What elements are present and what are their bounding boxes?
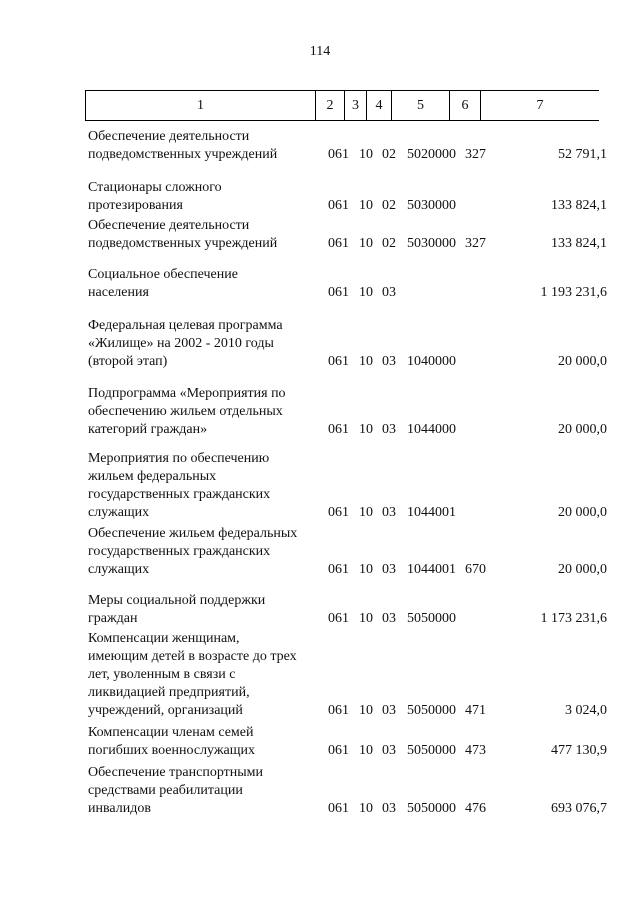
table-row bbox=[0, 179, 640, 215]
row-description-line: Обеспечение жильем федеральных bbox=[88, 526, 298, 541]
row-amount: 477 130,9 bbox=[551, 743, 607, 758]
row-amount: 693 076,7 bbox=[551, 801, 607, 816]
row-code-c3: 10 bbox=[359, 743, 373, 758]
row-description bbox=[88, 217, 328, 253]
row-code-c6: 327 bbox=[465, 147, 486, 162]
column-header-row bbox=[86, 91, 600, 121]
row-description-line: категорий граждан» bbox=[88, 422, 208, 437]
row-code-c6: 670 bbox=[465, 562, 486, 577]
row-code-c4: 03 bbox=[382, 703, 396, 718]
row-description-line: Компенсации женщинам, bbox=[88, 631, 240, 646]
row-description-line: граждан bbox=[88, 611, 138, 626]
row-description-line: «Жилище» на 2002 - 2010 годы bbox=[88, 336, 274, 351]
row-amount: 1 193 231,6 bbox=[540, 285, 607, 300]
row-code-c5: 5050000 bbox=[407, 801, 456, 816]
row-code-c2: 061 bbox=[328, 801, 349, 816]
row-code-c2: 061 bbox=[328, 505, 349, 520]
row-code-c3: 10 bbox=[359, 422, 373, 437]
row-description-line: обеспечению жильем отдельных bbox=[88, 404, 283, 419]
row-code-c2: 061 bbox=[328, 611, 349, 626]
row-code-c2: 061 bbox=[328, 285, 349, 300]
row-description-line: Обеспечение деятельности bbox=[88, 218, 250, 233]
row-description bbox=[88, 525, 328, 579]
row-description bbox=[88, 128, 328, 164]
row-amount: 52 791,1 bbox=[558, 147, 607, 162]
row-description bbox=[88, 266, 328, 302]
row-description-line: служащих bbox=[88, 505, 150, 520]
column-header-2: 2 bbox=[316, 91, 345, 121]
column-header-5: 5 bbox=[392, 91, 450, 121]
column-header-1: 1 bbox=[86, 91, 316, 121]
row-description-line: погибших военнослужащих bbox=[88, 743, 256, 758]
row-code-c4: 03 bbox=[382, 562, 396, 577]
row-code-c2: 061 bbox=[328, 422, 349, 437]
row-code-c2: 061 bbox=[328, 198, 349, 213]
row-code-c6: 471 bbox=[465, 703, 486, 718]
row-code-c5: 5030000 bbox=[407, 198, 456, 213]
row-description-line: лет, уволенным в связи с bbox=[88, 667, 236, 682]
row-description-line: Обеспечение деятельности bbox=[88, 129, 250, 144]
row-code-c5: 5030000 bbox=[407, 236, 456, 251]
row-description bbox=[88, 764, 328, 818]
row-description-line: Стационары сложного bbox=[88, 180, 222, 195]
row-description-line: Мероприятия по обеспечению bbox=[88, 451, 270, 466]
row-code-c5: 5020000 bbox=[407, 147, 456, 162]
table-row bbox=[0, 525, 640, 579]
row-code-c6: 327 bbox=[465, 236, 486, 251]
row-code-c5: 1044001 bbox=[407, 562, 456, 577]
row-amount: 133 824,1 bbox=[551, 198, 607, 213]
row-code-c5: 1044000 bbox=[407, 422, 456, 437]
table-row bbox=[0, 317, 640, 371]
row-description-line: средствами реабилитации bbox=[88, 783, 243, 798]
row-code-c4: 03 bbox=[382, 743, 396, 758]
row-code-c4: 03 bbox=[382, 801, 396, 816]
row-code-c5: 1040000 bbox=[407, 354, 456, 369]
row-code-c2: 061 bbox=[328, 703, 349, 718]
column-header-4: 4 bbox=[367, 91, 392, 121]
row-description-line: Меры социальной поддержки bbox=[88, 593, 266, 608]
column-header-table bbox=[85, 90, 599, 121]
row-code-c6: 473 bbox=[465, 743, 486, 758]
row-code-c6: 476 bbox=[465, 801, 486, 816]
row-code-c4: 03 bbox=[382, 285, 396, 300]
row-description-line: протезирования bbox=[88, 198, 183, 213]
row-description-line: Подпрограмма «Мероприятия по bbox=[88, 386, 286, 401]
table-row bbox=[0, 385, 640, 439]
row-description-line: ликвидацией предприятий, bbox=[88, 685, 250, 700]
row-amount: 20 000,0 bbox=[558, 505, 607, 520]
row-description-line: имеющим детей в возрасте до трех bbox=[88, 649, 297, 664]
row-code-c2: 061 bbox=[328, 147, 349, 162]
table-row bbox=[0, 128, 640, 164]
row-code-c2: 061 bbox=[328, 743, 349, 758]
row-description-line: Социальное обеспечение bbox=[88, 267, 238, 282]
row-amount: 1 173 231,6 bbox=[540, 611, 607, 626]
row-code-c3: 10 bbox=[359, 611, 373, 626]
row-description-line: подведомственных учреждений bbox=[88, 147, 278, 162]
column-header-6: 6 bbox=[450, 91, 481, 121]
row-description bbox=[88, 630, 328, 720]
row-code-c5: 1044001 bbox=[407, 505, 456, 520]
row-code-c3: 10 bbox=[359, 285, 373, 300]
row-description-line: служащих bbox=[88, 562, 150, 577]
row-amount: 133 824,1 bbox=[551, 236, 607, 251]
table-row bbox=[0, 724, 640, 760]
row-description-line: Федеральная целевая программа bbox=[88, 318, 283, 333]
row-description-line: населения bbox=[88, 285, 149, 300]
row-description bbox=[88, 385, 328, 439]
column-header-3: 3 bbox=[345, 91, 367, 121]
row-description-line: Обеспечение транспортными bbox=[88, 765, 264, 780]
row-amount: 20 000,0 bbox=[558, 422, 607, 437]
row-code-c3: 10 bbox=[359, 703, 373, 718]
row-code-c4: 03 bbox=[382, 505, 396, 520]
row-code-c3: 10 bbox=[359, 505, 373, 520]
row-description-line: подведомственных учреждений bbox=[88, 236, 278, 251]
row-description bbox=[88, 724, 328, 760]
row-code-c4: 02 bbox=[382, 147, 396, 162]
row-code-c3: 10 bbox=[359, 198, 373, 213]
row-amount: 20 000,0 bbox=[558, 562, 607, 577]
row-description-line: (второй этап) bbox=[88, 354, 168, 369]
row-description-line: учреждений, организаций bbox=[88, 703, 243, 718]
row-code-c2: 061 bbox=[328, 562, 349, 577]
row-code-c3: 10 bbox=[359, 562, 373, 577]
table-row bbox=[0, 592, 640, 628]
row-code-c2: 061 bbox=[328, 354, 349, 369]
row-code-c4: 02 bbox=[382, 198, 396, 213]
table-row bbox=[0, 266, 640, 302]
page-number: 114 bbox=[309, 44, 331, 59]
row-code-c5: 5050000 bbox=[407, 611, 456, 626]
row-code-c3: 10 bbox=[359, 801, 373, 816]
row-amount: 3 024,0 bbox=[565, 703, 607, 718]
row-code-c4: 03 bbox=[382, 422, 396, 437]
row-description bbox=[88, 592, 328, 628]
table-row bbox=[0, 217, 640, 253]
row-code-c3: 10 bbox=[359, 354, 373, 369]
row-code-c5: 5050000 bbox=[407, 703, 456, 718]
table-row bbox=[0, 450, 640, 522]
row-code-c5: 5050000 bbox=[407, 743, 456, 758]
row-description bbox=[88, 317, 328, 371]
row-code-c4: 03 bbox=[382, 354, 396, 369]
row-description bbox=[88, 179, 328, 215]
table-row bbox=[0, 764, 640, 818]
table-row bbox=[0, 630, 640, 720]
row-amount: 20 000,0 bbox=[558, 354, 607, 369]
row-description-line: жильем федеральных bbox=[88, 469, 217, 484]
row-code-c4: 02 bbox=[382, 236, 396, 251]
row-code-c4: 03 bbox=[382, 611, 396, 626]
column-header-7: 7 bbox=[481, 91, 600, 121]
row-description-line: инвалидов bbox=[88, 801, 151, 816]
row-description bbox=[88, 450, 328, 522]
row-description-line: государственных гражданских bbox=[88, 487, 271, 502]
row-code-c3: 10 bbox=[359, 147, 373, 162]
row-code-c2: 061 bbox=[328, 236, 349, 251]
row-code-c3: 10 bbox=[359, 236, 373, 251]
row-description-line: Компенсации членам семей bbox=[88, 725, 254, 740]
row-description-line: государственных гражданских bbox=[88, 544, 271, 559]
